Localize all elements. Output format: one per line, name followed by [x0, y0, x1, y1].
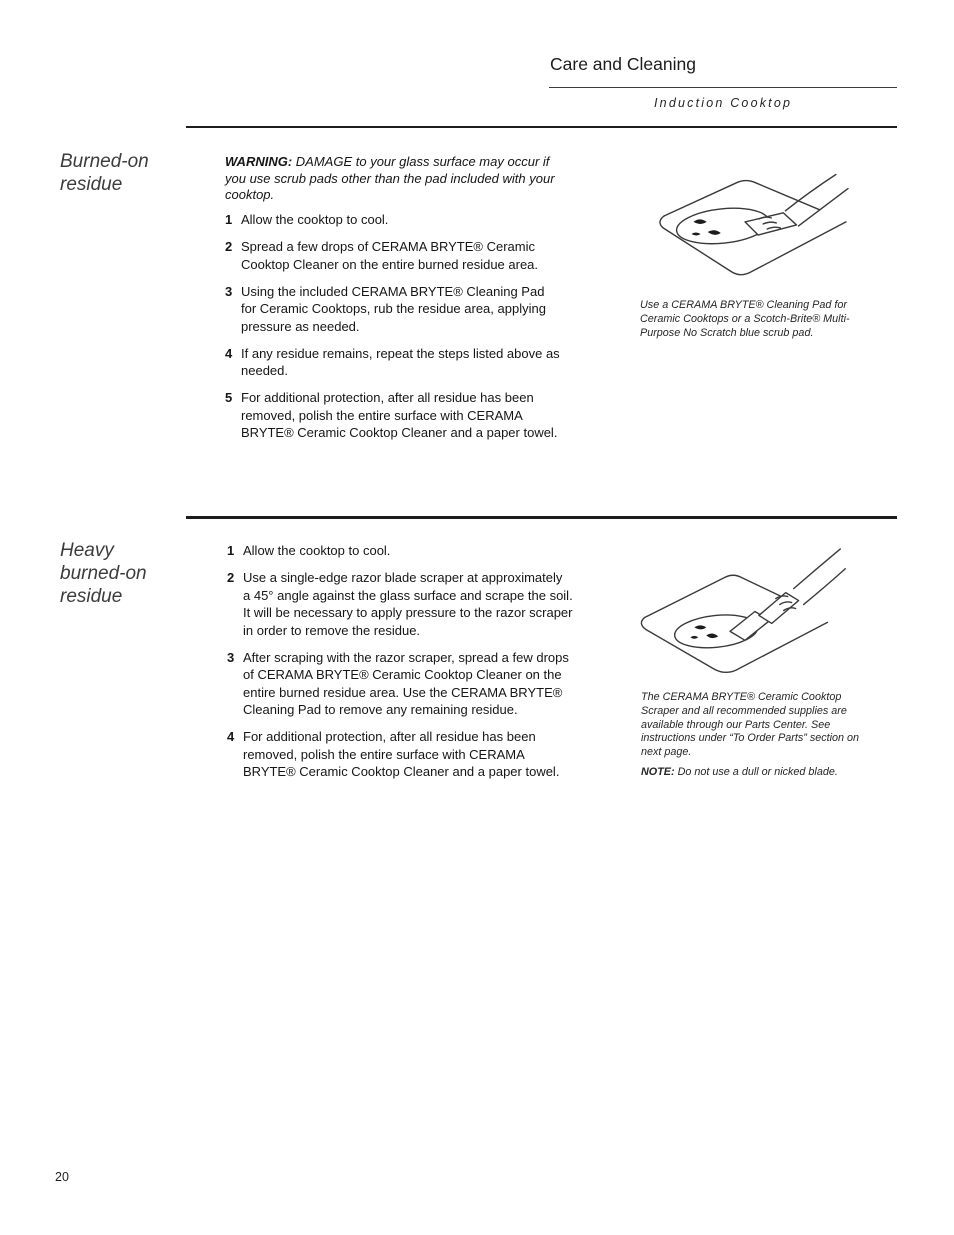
step-item [225, 389, 563, 442]
step-text: Spread a few drops of CERAMA BRYTE® Ceramic Cooktop Cleaner on the entire burned residue area. [241, 239, 539, 272]
step-item [227, 542, 573, 560]
page-number: 20 [55, 1170, 69, 1184]
cleaning-pad-drawing [636, 168, 850, 292]
section-title-heavy-burned-on-residue: Heavy burned-on residue [60, 540, 147, 607]
note-text: Do not use a dull or nicked blade. [677, 766, 838, 778]
step-text: For additional protection, after all residue has been removed, polish the entire surface with CERAMA BRYTE® Ceramic Cooktop Cleaner and a paper towel. [243, 729, 560, 779]
step-item [227, 569, 573, 639]
step-item [225, 238, 563, 273]
step-item [225, 345, 563, 380]
illustration-caption: The CERAMA BRYTE® Ceramic Cooktop Scraper and all recommended supplies are available through our Parts Center. See instructions under “To Order Parts” section on next page. [641, 691, 860, 759]
step-number: 2 [227, 570, 235, 585]
warning-label: WARNING: [225, 154, 293, 169]
step-number: 3 [227, 649, 235, 665]
step-number: 2 [225, 239, 233, 254]
warning-paragraph [225, 154, 563, 204]
section-divider-rule [186, 516, 897, 519]
step-text: Using the included CERAMA BRYTE® Cleaning Pad for Ceramic Cooktops, rub the residue area, applying pressure as needed. [241, 283, 546, 334]
step-item [227, 649, 573, 719]
burned-on-residue-steps [225, 211, 563, 451]
step-number: 4 [225, 345, 233, 361]
header-rule-thin [549, 87, 897, 88]
step-text: Allow the cooktop to cool. [241, 212, 389, 227]
step-number: 1 [225, 212, 233, 227]
step-text: Use a single-edge razor blade scraper at approximately a 45° angle against the glass surface and scrape the soil. It will be necessary to apply pressure to the razor scraper in order to remove the residue. [243, 570, 573, 638]
razor-scraper-illustration [634, 538, 850, 682]
page-title: Care and Cleaning [550, 54, 696, 74]
cleaning-pad-illustration [636, 168, 850, 292]
step-text: Allow the cooktop to cool. [243, 543, 391, 558]
razor-scraper-drawing [634, 538, 850, 682]
note-paragraph [641, 766, 861, 780]
step-text: For additional protection, after all residue has been removed, polish the entire surface with CERAMA BRYTE® Ceramic Cooktop Cleaner and a paper towel. [241, 390, 558, 440]
step-item [225, 211, 563, 229]
step-number: 3 [225, 283, 233, 299]
page-subtitle: Induction Cooktop [654, 96, 793, 110]
step-number: 4 [227, 729, 235, 744]
illustration-caption: Use a CERAMA BRYTE® Cleaning Pad for Ceramic Cooktops or a Scotch-Brite® Multi-Purpose No Scratch blue scrub pad. [640, 299, 850, 339]
header-rule-thick [186, 126, 897, 128]
warning-text: DAMAGE to your glass surface may occur if you use scrub pads other than the pad included with your cooktop. [225, 154, 555, 202]
step-text: After scraping with the razor scraper, spread a few drops of CERAMA BRYTE® Ceramic Cooktop Cleaner on the entire burned residue area. Use the CERAMA BRYTE® Cleaning Pad to remove any remaining residue. [243, 649, 569, 717]
step-item [227, 728, 573, 781]
step-text: If any residue remains, repeat the steps listed above as needed. [241, 345, 560, 378]
heavy-burned-on-residue-steps [227, 542, 573, 790]
step-number: 5 [225, 390, 233, 405]
note-label: NOTE: [641, 766, 675, 778]
step-item [225, 283, 563, 336]
section-title-burned-on-residue: Burned-on residue [60, 151, 149, 195]
step-number: 1 [227, 543, 235, 558]
